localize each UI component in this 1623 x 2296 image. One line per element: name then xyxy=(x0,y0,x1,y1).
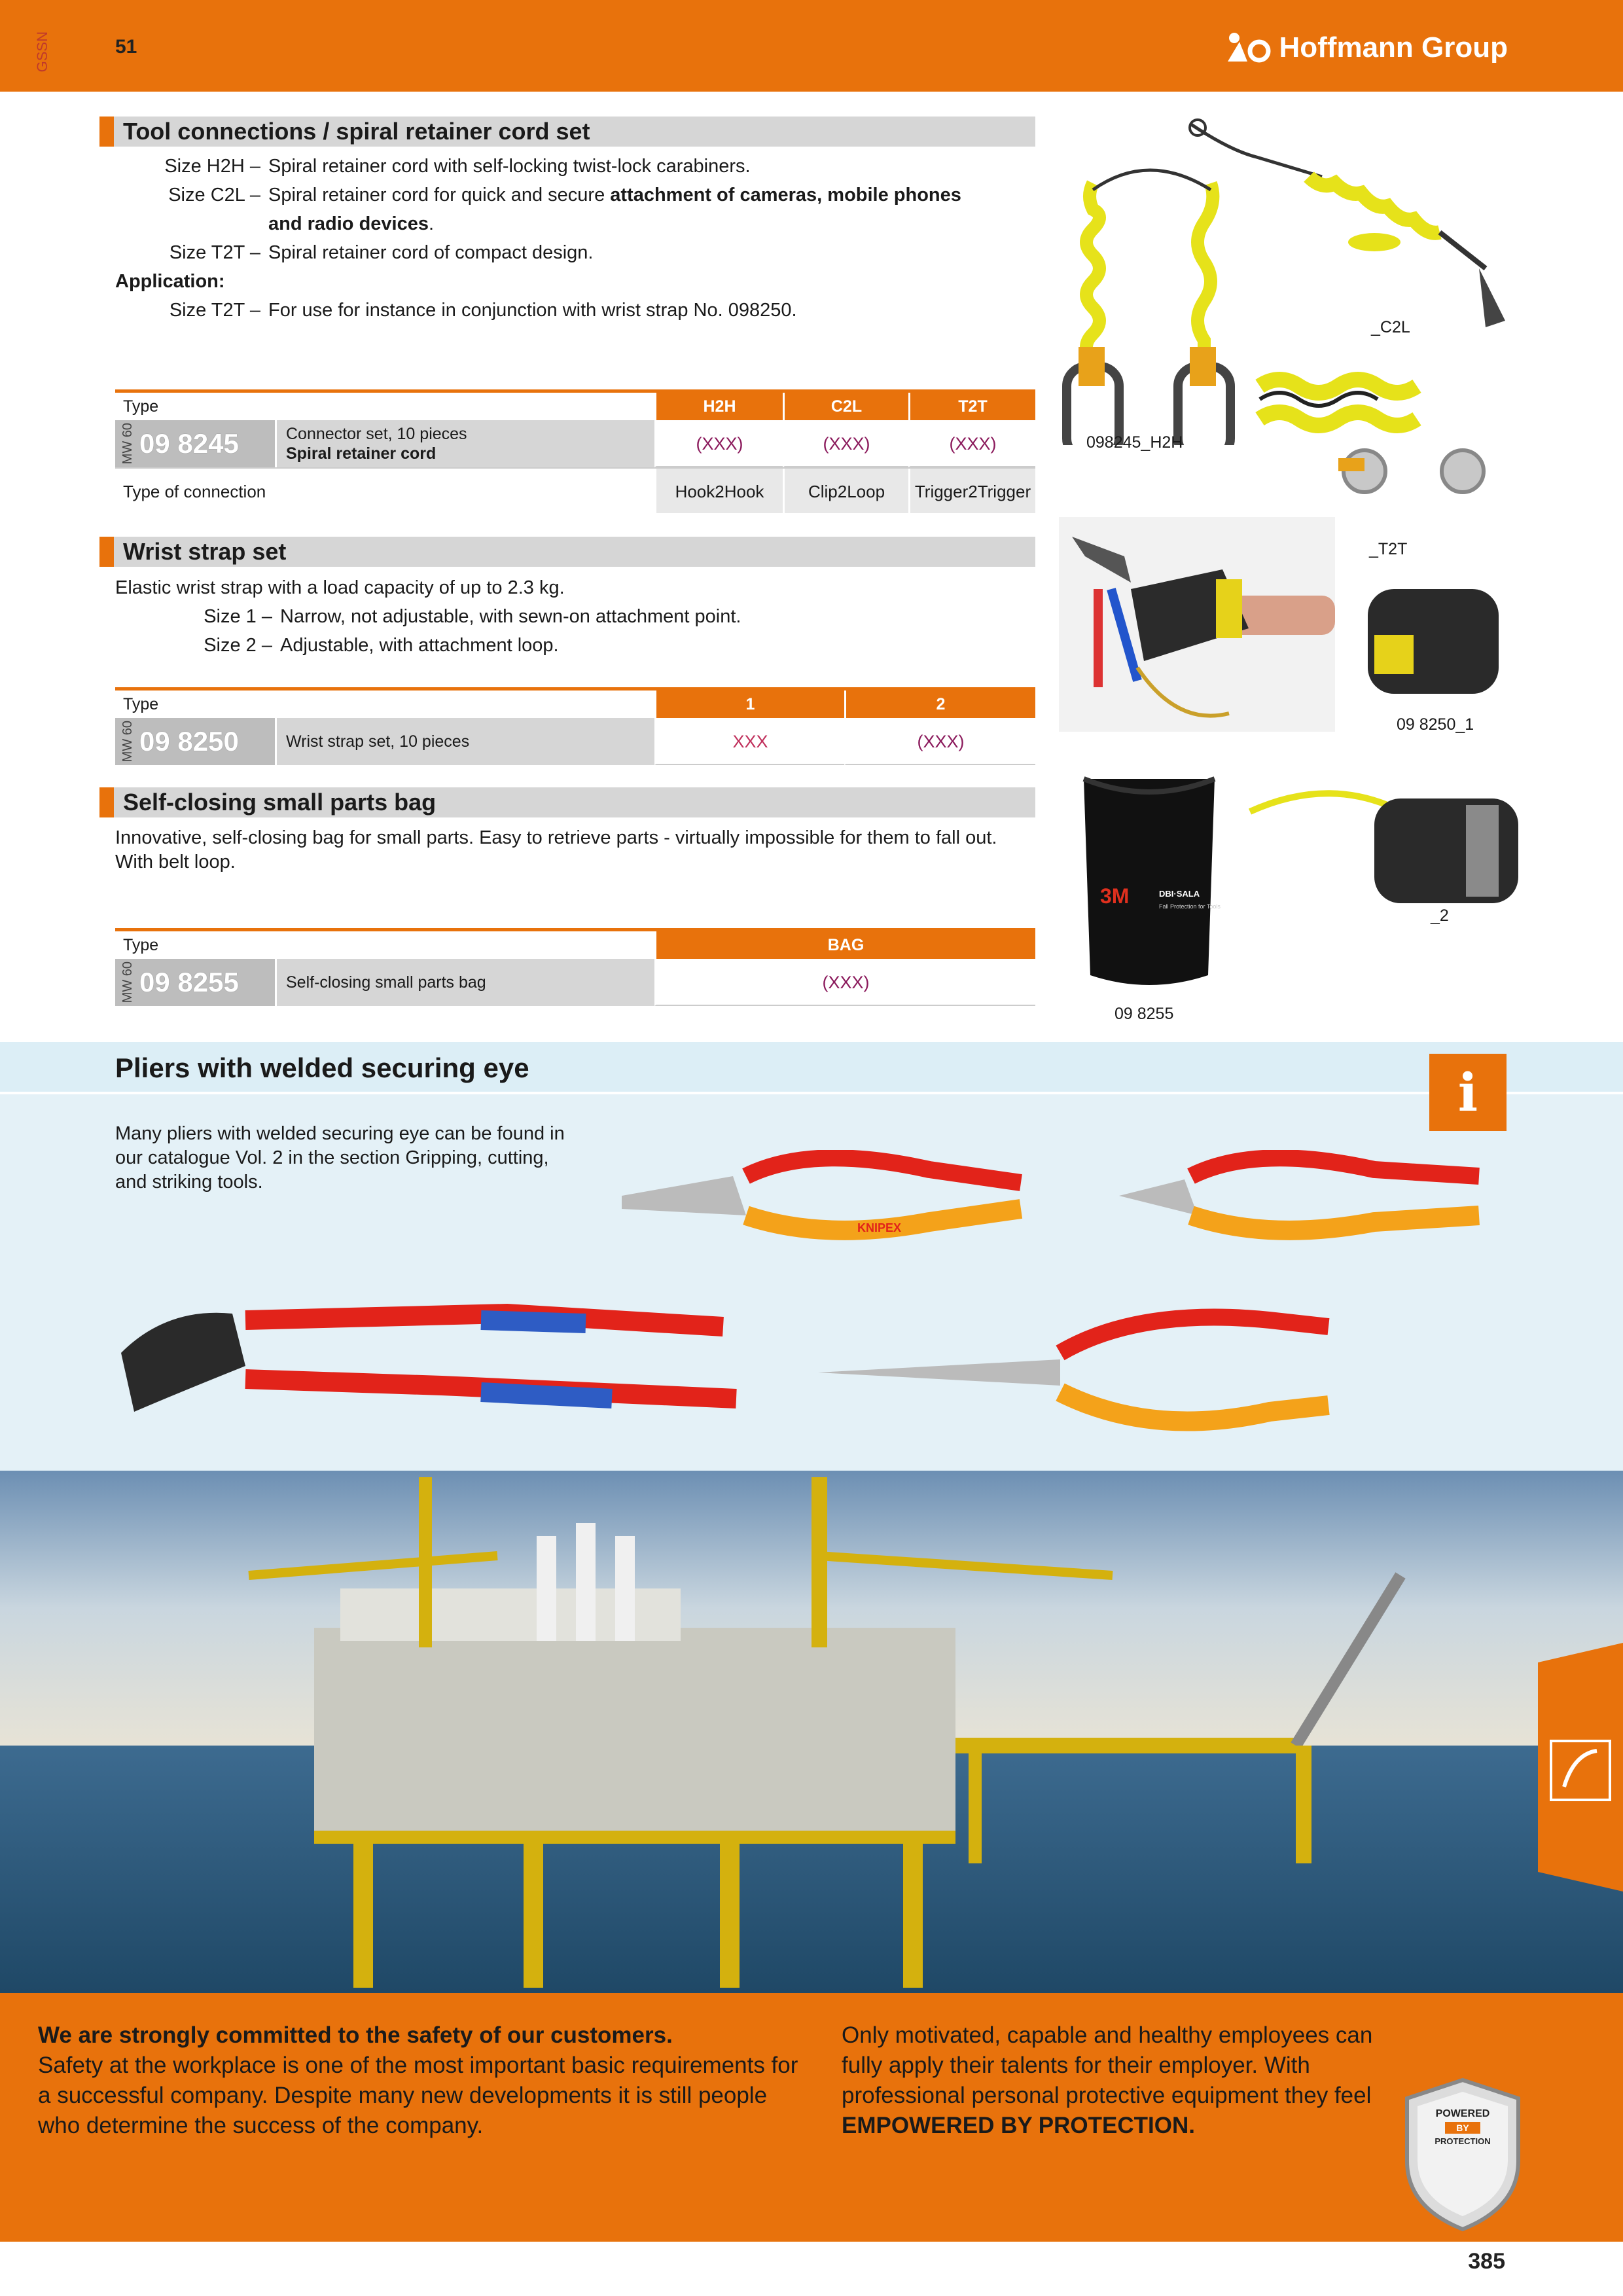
desc-line-size2: Size 2 – Adjustable, with attachment loop. xyxy=(204,635,559,656)
water-pump-pliers-image xyxy=(115,1294,762,1425)
footer-right-body: Only motivated, capable and healthy employees can fully apply their talents for their employer. With professional personal protective equipment they feel xyxy=(842,2022,1373,2108)
mw-code: MW 60 xyxy=(120,423,135,465)
mw-code: MW 60 xyxy=(120,961,135,1003)
table-098250 xyxy=(115,687,1035,765)
section-title: Tool connections / spiral retainer cord set xyxy=(123,118,590,145)
empowered-by-protection-badge xyxy=(1400,2076,1525,2233)
table-row xyxy=(115,718,1035,765)
col-2: 2 xyxy=(844,691,1035,718)
article-desc: Self-closing small parts bag xyxy=(286,973,486,992)
table-row-connection xyxy=(115,467,1035,513)
article-desc-bold: Spiral retainer cord xyxy=(286,444,437,463)
conn-t2t: Trigger2Trigger xyxy=(908,469,1035,513)
application-label: Application: xyxy=(115,271,225,292)
mw-code: MW 60 xyxy=(120,721,135,762)
caption-wrist2: _2 xyxy=(1431,906,1449,925)
wrist-strap-size2-image xyxy=(1243,779,1525,910)
chapter-tab[interactable] xyxy=(1538,1643,1623,1892)
section-title: Wrist strap set xyxy=(123,538,287,565)
desc-text: Innovative, self-closing bag for small parts. Easy to retrieve parts - virtually impossible for them to fall out. xyxy=(115,827,997,848)
type-label: Type xyxy=(123,695,159,713)
pliers-title: Pliers with welded securing eye xyxy=(115,1052,529,1083)
section-title: Self-closing small parts bag xyxy=(123,789,437,816)
caption-h2h: 098245_H2H xyxy=(1086,433,1183,452)
connection-label: Type of connection xyxy=(123,482,266,501)
table-row xyxy=(115,959,1035,1006)
section-heading-wrist-strap xyxy=(99,537,1035,567)
section-heading-parts-bag xyxy=(99,787,1035,817)
table-098245 xyxy=(115,389,1035,513)
article-desc: Connector set, 10 pieces xyxy=(286,425,467,443)
price-1: XXX xyxy=(654,718,844,765)
footer-left-bold: We are strongly committed to the safety of our customers. xyxy=(38,2022,673,2048)
desc-line-size1: Size 1 – Narrow, not adjustable, with sewn-on attachment point. xyxy=(204,606,741,627)
bag-sub-brand-text: DBI·SALA xyxy=(1159,889,1200,899)
table-098255 xyxy=(115,928,1035,1006)
badge-line-2: BY xyxy=(1456,2123,1469,2133)
footer-left-text xyxy=(38,2020,810,2141)
conn-h2h: Hook2Hook xyxy=(654,469,783,513)
t2t-retainer-cord-image xyxy=(1247,360,1522,511)
section-number: 51 xyxy=(115,36,137,58)
col-bag: BAG xyxy=(654,931,1035,959)
bag-brand-text: 3M xyxy=(1100,884,1130,908)
combination-pliers-image xyxy=(615,1150,1034,1248)
conn-c2l: Clip2Loop xyxy=(783,469,908,513)
footer-band xyxy=(0,1993,1623,2242)
footer-right-text xyxy=(842,2020,1404,2141)
footer-right-bold: EMPOWERED BY PROTECTION. xyxy=(842,2113,1195,2138)
section-heading-tool-connections xyxy=(99,117,1035,147)
badge-line-1: POWERED xyxy=(1435,2108,1490,2119)
caption-c2l: _C2L xyxy=(1371,318,1410,336)
desc-line-c2l: Size C2L – Spiral retainer cord for quick and secure attachment of cameras, mobile phones and radio devices. xyxy=(168,185,961,234)
snipe-nose-pliers-image xyxy=(812,1307,1335,1438)
desc-line-h2h: Size H2H – Spiral retainer cord with self-locking twist-lock carabiners. xyxy=(164,156,751,177)
brand-name: Hoffmann Group xyxy=(1279,31,1508,63)
vertical-code: GSSN xyxy=(34,31,50,73)
page-header xyxy=(0,0,1623,92)
caption-t2t: _T2T xyxy=(1369,540,1408,558)
caption-bag: 09 8255 xyxy=(1115,1005,1174,1023)
section3-description xyxy=(115,826,1018,874)
article-number[interactable]: 09 8255 xyxy=(139,967,239,997)
hoffmann-logo-icon xyxy=(1225,31,1271,64)
pliers-brand-text: KNIPEX xyxy=(857,1221,902,1234)
intro-text: Elastic wrist strap with a load capacity of up to 2.3 kg. xyxy=(115,577,565,598)
type-label: Type xyxy=(123,397,159,416)
desc-text-2: With belt loop. xyxy=(115,852,236,872)
section2-description xyxy=(115,573,992,660)
c2l-retainer-cord-image xyxy=(1178,111,1544,353)
article-number[interactable]: 09 8250 xyxy=(139,726,239,757)
application-line: Size T2T – For use for instance in conjunction with wrist strap No. 098250. xyxy=(169,300,797,321)
wrist-strap-in-use-image xyxy=(1059,517,1335,732)
col-1: 1 xyxy=(654,691,844,718)
price-t2t: (XXX) xyxy=(908,420,1035,467)
footer-left-body: Safety at the workplace is one of the most important basic requirements for a successful company. Despite many new developments it is still people who determine the success of the company. xyxy=(38,2053,798,2138)
page-number: 385 xyxy=(1468,2249,1505,2274)
article-number[interactable]: 09 8245 xyxy=(139,428,239,459)
caption-wrist1: 09 8250_1 xyxy=(1397,715,1474,734)
col-c2l: C2L xyxy=(783,393,908,420)
col-t2t: T2T xyxy=(908,393,1035,420)
offshore-platform-photo xyxy=(0,1471,1623,1993)
badge-line-3: PROTECTION xyxy=(1435,2136,1491,2146)
pliers-text: Many pliers with welded securing eye can be found in our catalogue Vol. 2 in the section Gripping, cutting, and striking tools. xyxy=(115,1123,565,1193)
table-row xyxy=(115,420,1035,467)
pliers-section xyxy=(0,1042,1623,1471)
price-bag: (XXX) xyxy=(654,959,1035,1006)
diagonal-cutter-image xyxy=(1113,1150,1492,1248)
parts-bag-image xyxy=(1071,766,1228,1001)
section1-description xyxy=(115,152,992,325)
article-desc: Wrist strap set, 10 pieces xyxy=(286,732,470,751)
info-icon[interactable]: i xyxy=(1429,1054,1507,1131)
price-h2h: (XXX) xyxy=(654,420,783,467)
price-c2l: (XXX) xyxy=(783,420,908,467)
wrist-strap-size1-image xyxy=(1361,583,1505,700)
col-h2h: H2H xyxy=(654,393,783,420)
type-label: Type xyxy=(123,936,159,954)
bag-note-text: Fall Protection for Tools xyxy=(1159,903,1221,910)
price-2: (XXX) xyxy=(844,718,1035,765)
desc-line-t2t: Size T2T – Spiral retainer cord of compact design. xyxy=(169,242,594,263)
brand-logo xyxy=(1225,31,1508,64)
